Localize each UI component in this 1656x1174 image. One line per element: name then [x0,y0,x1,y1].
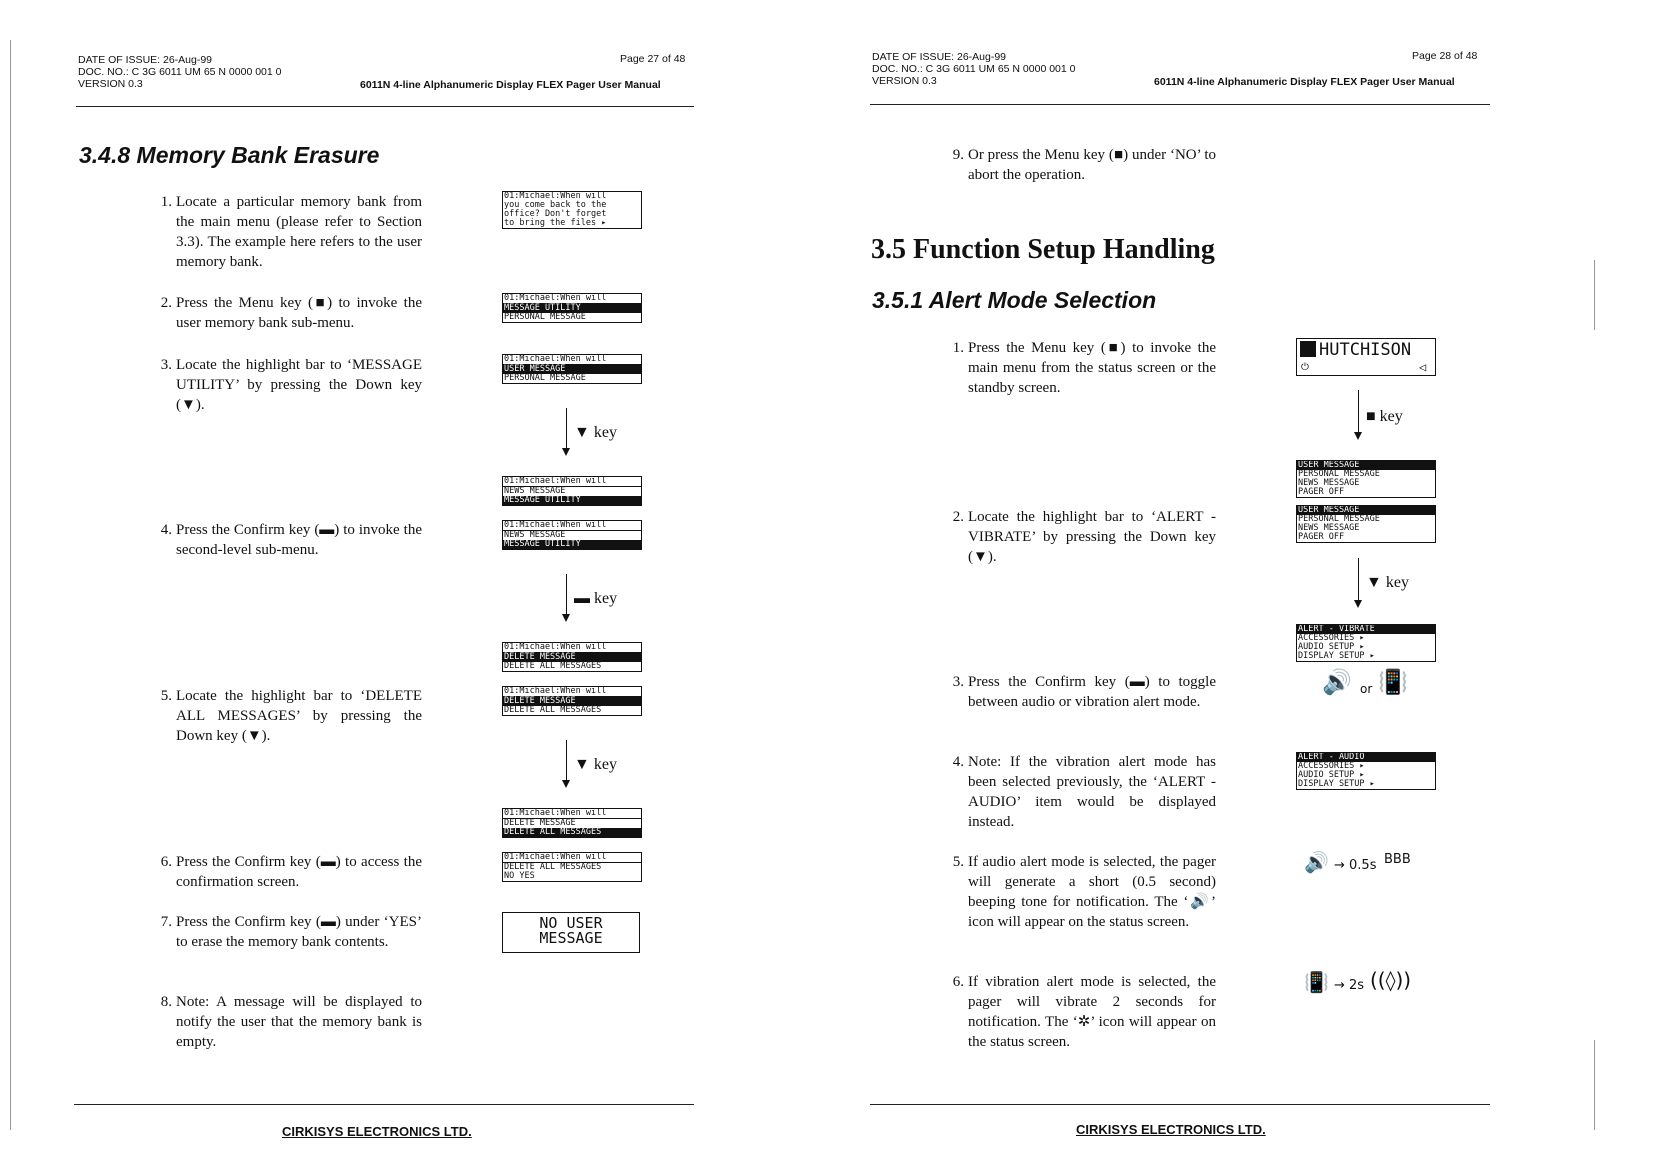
lcd-screen-confirmation [502,852,642,882]
step-text: Note: If the vibration alert mode has been selected previously, the ‘ALERT - AUDIO’ item would be displayed instead. [968,754,1216,830]
left-header-manual-title: 6011N 4-line Alphanumeric Display FLEX Pager User Manual [360,79,661,91]
step-number: 2. [952,509,964,525]
lcd-line: 01:Michael:When will [503,294,641,304]
step-text: Locate the highlight bar to ‘DELETE ALL MESSAGES’ by pressing the Down key (▼). [176,688,422,744]
left-step-8 [160,992,422,1052]
down-arrow [1358,558,1359,606]
lcd-standby-screen [1296,338,1436,376]
lcd-line: DISPLAY SETUP ▸ [1298,651,1375,661]
down-arrow [566,574,567,620]
right-step-6 [952,972,1216,1052]
left-step-3 [160,355,422,415]
lcd-line: 01:Michael:When will [504,191,607,201]
lcd-line: NO USER [539,914,603,932]
step-number: 2. [160,295,172,311]
left-header-docno: DOC. NO.: C 3G 6011 UM 65 N 0000 001 0 [78,66,282,78]
lcd-line: PAGER OFF [1298,532,1345,542]
right-header-version: VERSION 0.3 [872,75,937,87]
lcd-line: 01:Michael:When will [503,687,641,697]
step-number: 6. [160,854,172,870]
left-header-date: DATE OF ISSUE: 26-Aug-99 [78,54,213,66]
step-text: If vibration alert mode is selected, the pager will vibrate 2 seconds for notification. The ‘✲’ icon will appear on the status screen. [968,974,1216,1050]
lcd-line: DELETE ALL MESSAGES [504,661,602,671]
left-step-6 [160,852,422,892]
step-text: Locate the highlight bar to ‘ALERT - VIBRATE’ by pressing the Down key (▼). [968,509,1216,565]
left-header-version: VERSION 0.3 [78,78,143,90]
lcd-line: PAGER OFF [1298,487,1345,497]
lcd-line: NEWS MESSAGE [504,486,566,496]
right-footer: CIRKISYS ELECTRONICS LTD. [1076,1122,1266,1137]
right-step-3 [952,672,1216,712]
left-edge-line [10,40,11,1130]
section-title-3-4-8: 3.4.8 Memory Bank Erasure [79,142,380,168]
vibrate-alert-icon-2: 📳 [1304,970,1329,994]
lcd-line-highlight: MESSAGE UTILITY [503,496,641,505]
lcd-line: 01:Michael:When will [503,355,641,365]
right-step-2 [952,507,1216,567]
confirm-key-label: ▬ key [574,590,618,607]
step-number: 1. [160,194,172,210]
or-label: or [1360,682,1373,696]
lcd-line-highlight: DELETE MESSAGE [503,697,641,706]
lcd-screen-delete-all-highlight [502,808,642,838]
right-header-manual-title: 6011N 4-line Alphanumeric Display FLEX Pager User Manual [1154,76,1455,88]
step-number: 7. [160,914,172,930]
lcd-line-highlight: MESSAGE UTILITY [503,304,641,313]
lcd-screen-news-utility-2 [502,520,642,550]
lcd-screen-delete-menu-2 [502,686,642,716]
left-step-5 [160,686,422,746]
step-text: Press the Confirm key (▬) to access the confirmation screen. [176,854,422,890]
right-header-page: Page 28 of 48 [1412,50,1478,62]
lcd-alert-vibrate-menu [1296,624,1436,662]
left-step-4 [160,520,422,560]
step-text: Press the Confirm key (▬) to toggle between audio or vibration alert mode. [968,674,1216,710]
logo-block-icon [1300,341,1316,357]
lcd-line: DELETE ALL MESSAGES [504,705,602,715]
step-number: 4. [160,522,172,538]
lcd-line-highlight: ALERT - AUDIO [1297,753,1435,762]
beep-symbol: BBB [1384,852,1411,867]
down-arrow [566,408,567,454]
left-footer: CIRKISYS ELECTRONICS LTD. [282,1124,472,1139]
right-header-date: DATE OF ISSUE: 26-Aug-99 [872,51,1007,63]
step-text: Locate a particular memory bank from the main menu (please refer to Section 3.3). The example here refers to the user memory bank. [176,194,422,270]
lcd-line: PERSONAL MESSAGE [504,312,586,322]
left-header-rule [76,106,694,107]
down-key-label-right: ▼ key [1366,574,1409,591]
menu-key-label: ■ key [1366,408,1403,425]
right-step-9 [952,145,1216,185]
step-text: Press the Menu key (■) to invoke the main menu from the status screen or the standby screen. [968,340,1216,396]
audio-duration: → 0.5s [1334,858,1377,873]
power-icon: ⏻ [1301,362,1309,373]
left-footer-rule [74,1104,694,1105]
step-number: 5. [160,688,172,704]
lcd-line: DELETE MESSAGE [504,818,576,828]
lcd-screen-submenu [502,293,642,323]
vibration-waves-icon: ((◊)) [1370,968,1412,992]
lcd-main-menu [1296,460,1436,498]
step-number: 6. [952,974,964,990]
right-header-info [872,51,1075,87]
lcd-screen-highlight-utility [502,354,642,384]
standby-operator-name: HUTCHISON [1319,340,1412,360]
lcd-line: you come back to the [504,200,607,210]
section-title-3-5-1: 3.5.1 Alert Mode Selection [872,287,1157,313]
down-arrow [566,740,567,786]
lcd-screen-delete-menu [502,642,642,672]
lcd-line: NEWS MESSAGE [504,530,566,540]
step-text: Press the Confirm key (▬) under ‘YES’ to erase the memory bank contents. [176,914,422,950]
step-number: 5. [952,854,964,870]
lcd-line: NEWS MESSAGE [1298,523,1360,533]
right-step-4 [952,752,1216,832]
right-header-rule [870,104,1490,105]
step-text: Or press the Menu key (■) under ‘NO’ to abort the operation. [968,147,1216,183]
step-number: 1. [952,340,964,356]
lcd-line: NEWS MESSAGE [1298,478,1360,488]
section-title-3-5: 3.5 Function Setup Handling [871,234,1215,265]
left-step-7 [160,912,422,952]
right-edge-line [1594,260,1595,330]
lcd-line: 01:Michael:When will [503,809,641,819]
step-text: Locate the highlight bar to ‘MESSAGE UTILITY’ by pressing the Down key (▼). [176,357,422,413]
down-arrow [1358,390,1359,438]
lcd-line: 01:Michael:When will [503,853,641,863]
down-key-label-2: ▼ key [574,756,617,773]
step-text: Press the Confirm key (▬) to invoke the second-level sub-menu. [176,522,422,558]
lcd-main-menu-2 [1296,505,1436,543]
step-number: 8. [160,994,172,1010]
right-step-5 [952,852,1216,932]
left-step-1 [160,192,422,272]
audio-alert-icon-2: 🔊 [1304,850,1329,874]
lcd-line: ACCESSORIES ▸ [1298,761,1365,771]
lcd-line: AUDIO SETUP ▸ [1298,770,1365,780]
lcd-line-highlight: USER MESSAGE [1297,506,1435,515]
right-header-docno: DOC. NO.: C 3G 6011 UM 65 N 0000 001 0 [872,63,1076,75]
lcd-line-highlight: USER MESSAGE [1297,461,1435,470]
lcd-line: MESSAGE [539,929,603,947]
lcd-line: PERSONAL MESSAGE [1298,469,1380,479]
step-number: 4. [952,754,964,770]
lcd-no-user-message [502,912,640,953]
lcd-line: NO YES [504,871,535,881]
lcd-line: to bring the files ▸ [504,218,607,228]
lcd-line: PERSONAL MESSAGE [504,373,586,383]
audio-alert-icon: 🔊 [1322,668,1352,696]
step-text: If audio alert mode is selected, the pager will generate a short (0.5 second) beeping tone for notification. The ‘🔊’ icon will appear on the status screen. [968,854,1216,930]
right-step-1 [952,338,1216,398]
step-text: Press the Menu key (■) to invoke the user memory bank sub-menu. [176,295,422,331]
lcd-line: DISPLAY SETUP ▸ [1298,779,1375,789]
lcd-line-highlight: DELETE MESSAGE [503,653,641,662]
step-number: 3. [160,357,172,373]
lcd-alert-audio-menu [1296,752,1436,790]
left-header-page: Page 27 of 48 [620,53,686,65]
lcd-line-highlight: USER MESSAGE [503,365,641,374]
right-footer-rule [870,1104,1490,1105]
lcd-line-highlight: DELETE ALL MESSAGES [503,828,641,837]
lcd-line: 01:Michael:When will [503,521,641,531]
down-key-label: ▼ key [574,424,617,441]
lcd-line: ACCESSORIES ▸ [1298,633,1365,643]
lcd-line: AUDIO SETUP ▸ [1298,642,1365,652]
lcd-line: 01:Michael:When will [503,477,641,487]
lcd-line-highlight: ALERT - VIBRATE [1297,625,1435,634]
lcd-line-highlight: MESSAGE UTILITY [503,540,641,549]
left-header-info [78,54,281,90]
left-step-2 [160,293,422,333]
lcd-line: DELETE ALL MESSAGES [504,862,602,872]
speaker-icon: ◁ [1419,360,1427,374]
lcd-screen-news-utility [502,476,642,506]
lcd-line: 01:Michael:When will [503,643,641,653]
lcd-line: PERSONAL MESSAGE [1298,514,1380,524]
vibrate-alert-icon: 📳 [1378,668,1408,696]
lcd-line: office? Don't forget [504,209,607,219]
vibrate-duration: → 2s [1334,978,1365,993]
lcd-screen-memory-bank [502,191,642,229]
right-edge-line [1594,1040,1595,1130]
step-number: 9. [952,147,964,163]
step-text: Note: A message will be displayed to notify the user that the memory bank is empty. [176,994,422,1050]
step-number: 3. [952,674,964,690]
